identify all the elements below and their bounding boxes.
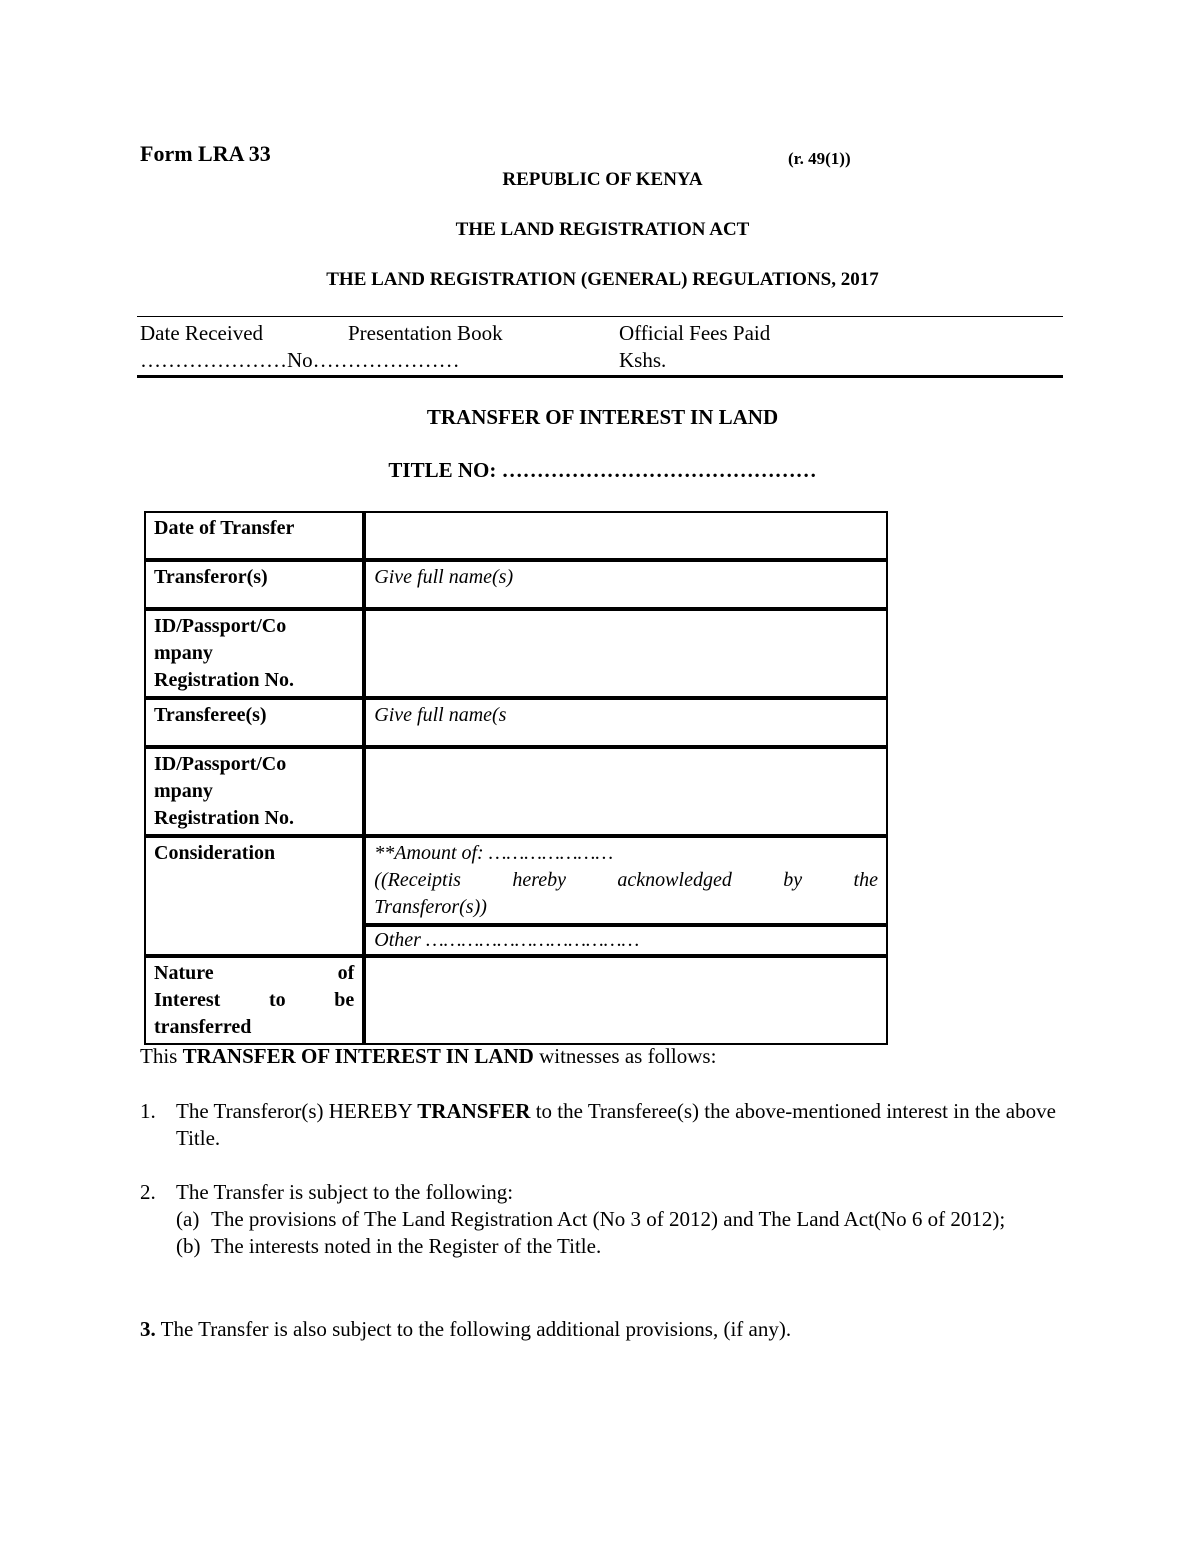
nature-of-interest-value[interactable] xyxy=(364,956,888,1045)
sub-item xyxy=(176,1233,1070,1260)
nature-of-interest-label xyxy=(144,956,364,1045)
list-item xyxy=(140,1316,1070,1343)
kshs-label: Kshs. xyxy=(619,348,667,372)
table-row xyxy=(144,698,888,747)
date-of-transfer-value[interactable] xyxy=(364,511,888,560)
act-heading: THE LAND REGISTRATION ACT xyxy=(455,219,750,240)
date-and-book-number-blank: …………………No………………… xyxy=(140,348,460,372)
official-fees-label: Official Fees Paid xyxy=(619,321,771,345)
registry-top-rule xyxy=(137,316,1063,317)
list-item xyxy=(140,1098,1070,1152)
table-row xyxy=(144,956,888,1045)
table-row xyxy=(144,560,888,609)
item3-text: The Transfer is also subject to the following additional provisions, (if any). xyxy=(155,1317,792,1341)
item2-text: The Transfer is subject to the following: xyxy=(176,1180,514,1204)
transferor-value[interactable]: Give full name(s) xyxy=(364,560,888,609)
transferor-id-label xyxy=(144,609,364,698)
transferor-label: Transferor(s) xyxy=(144,560,364,609)
transferor-id-label-line: ID/Passport/Co xyxy=(154,615,287,637)
item1-pre: The Transferor(s) HEREBY xyxy=(176,1099,418,1123)
witness-statement xyxy=(140,1043,716,1070)
registry-bottom-rule xyxy=(137,375,1063,378)
transferee-id-label-line: ID/Passport/Co xyxy=(154,753,287,775)
transferor-id-label-line: mpany xyxy=(154,642,213,664)
item1-post: to the Transferee(s) the above-mentioned interest in the above Title. xyxy=(176,1099,1056,1150)
transfer-details-table xyxy=(144,511,888,1045)
item-text-block xyxy=(176,1179,1070,1260)
transferee-id-label-line: Registration No. xyxy=(154,807,294,829)
item1-bold: TRANSFER xyxy=(417,1099,531,1123)
sub-item-label: (a) xyxy=(176,1207,200,1231)
nature-label-line: transferred xyxy=(154,1016,252,1038)
title-number-line: TITLE NO: ……………………………………… xyxy=(388,458,817,482)
transferor-id-label-line: Registration No. xyxy=(154,669,294,691)
consideration-amount-value[interactable] xyxy=(364,836,888,925)
transferee-id-value[interactable] xyxy=(364,747,888,836)
transferee-label: Transferee(s) xyxy=(144,698,364,747)
receipt-acknowledged-line-2: Transferor(s)) xyxy=(374,896,487,918)
document-title: TRANSFER OF INTEREST IN LAND xyxy=(426,405,779,429)
consideration-other-value[interactable]: Other ……………………………… xyxy=(364,925,888,956)
table-row xyxy=(144,609,888,698)
presentation-book-label: Presentation Book xyxy=(348,321,503,345)
rule-reference: (r. 49(1)) xyxy=(788,149,851,168)
consideration-label: Consideration xyxy=(144,836,364,956)
regulations-heading: THE LAND REGISTRATION (GENERAL) REGULATIONS, 2017 xyxy=(326,269,879,290)
item-text xyxy=(176,1098,1070,1152)
sub-item-text: The interests noted in the Register of the Title. xyxy=(211,1234,602,1258)
item-number: 3. xyxy=(140,1317,156,1341)
transferee-id-label-line: mpany xyxy=(154,780,213,802)
sub-item xyxy=(176,1206,1070,1233)
table-row xyxy=(144,511,888,560)
table-row xyxy=(144,836,888,925)
transferee-value[interactable]: Give full name(s xyxy=(364,698,888,747)
transferor-id-value[interactable] xyxy=(364,609,888,698)
amount-of-line: **Amount of: ………………… xyxy=(374,842,614,864)
item-number: 1. xyxy=(140,1099,156,1123)
list-item xyxy=(140,1179,1070,1260)
nature-label-line: Interest to be xyxy=(154,989,355,1011)
table-row xyxy=(144,747,888,836)
sub-item-label: (b) xyxy=(176,1234,201,1258)
receipt-acknowledged-line: ((Receiptis hereby acknowledged by the xyxy=(374,869,878,891)
nature-label-line: Nature of xyxy=(154,962,355,984)
transferee-id-label xyxy=(144,747,364,836)
sub-item-text: The provisions of The Land Registration Act (No 3 of 2012) and The Land Act(No 6 of 2012); xyxy=(211,1207,1006,1231)
date-received-label: Date Received xyxy=(140,321,264,345)
witness-post: witnesses as follows: xyxy=(533,1044,717,1068)
republic-heading: REPUBLIC OF KENYA xyxy=(502,169,703,190)
date-of-transfer-label: Date of Transfer xyxy=(144,511,364,560)
item-number: 2. xyxy=(140,1180,156,1204)
form-number: Form LRA 33 xyxy=(140,141,271,166)
witness-pre: This xyxy=(140,1044,183,1068)
witness-bold: TRANSFER OF INTEREST IN LAND xyxy=(182,1044,534,1068)
